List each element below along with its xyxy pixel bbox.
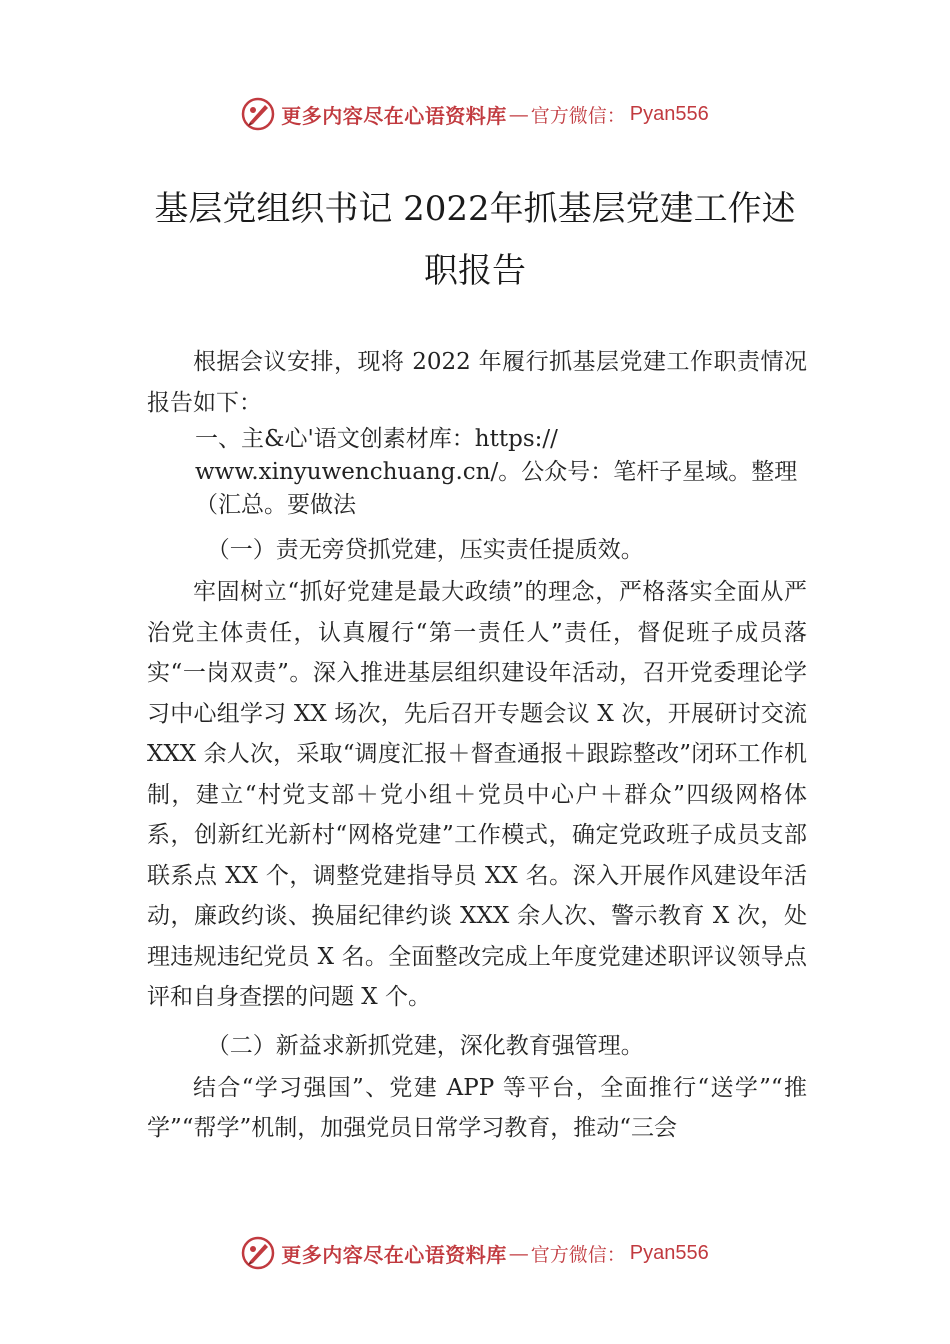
snippet-line-2: www.xinyuwenchuang.cn/。公众号：笔杆子星域。整理 <box>195 459 798 485</box>
document-title-line-2: 职报告 <box>424 251 526 291</box>
intro-paragraph: 根据会议安排，现将 2022 年履行抓基层党建工作职责情况报告如下： <box>147 349 807 416</box>
snippet-line-3: （汇总。要做法 <box>195 492 356 518</box>
banner-label: 官方微信： <box>530 1243 626 1266</box>
section-heading-2: （二）新益求新抓党建，深化教育强管理。 <box>206 1032 644 1059</box>
banner-separator: — <box>508 102 529 126</box>
banner-separator: — <box>508 1241 529 1265</box>
banner-main-text: 更多内容尽在心语资料库 <box>281 1242 507 1267</box>
body-paragraph-1: 牢固树立“抓好党建是最大政绩”的理念，严格落实全面从严治党主体责任，认真履行“第一责任人”责任，督促班子成员落实“一岗双责”。深入推进基层组织建设年活动，召开党委理论学习中心组学习 XX 场次，先后召开专题会议 X 次，开展研讨交流 XXX 余人次，采取“调度汇报＋督查通报＋跟踪整改”闭环工作机制，建立“村党支部＋党小组＋党员中心户＋群众”四级网格体系，创新红光新村“网格党建”工作模式，确定党政班子成员支部联系点 XX 个，调整党建指导员 XX 名。深入开展作风建设年活动，廉政约谈、换届纪律约谈 XXX 余人次、警示教育 X 次，处理违规违纪党员 X 名。全面整改完成上年度党建述职评议领导点评和自身查摆的问题 X 个。 <box>147 579 807 1010</box>
document-body <box>147 342 807 1149</box>
banner-label: 官方微信： <box>530 104 626 127</box>
banner-wechat-id: Pyan556 <box>629 1241 709 1264</box>
footer-watermark-banner <box>0 1233 950 1273</box>
body-paragraph-2: 结合“学习强国”、党建 APP 等平台，全面推行“送学”“推学”“帮学”机制，加强党员日常学习教育，推动“三会 <box>147 1074 807 1141</box>
pen-logo-icon <box>241 1236 275 1270</box>
snippet-line-1: 一、主&心'语文创素材库：https:// <box>195 426 558 452</box>
section-heading-1: （一）责无旁贷抓党建，压实责任提质效。 <box>206 537 644 563</box>
banner-wechat-id: Pyan556 <box>629 102 709 125</box>
banner-main-text: 更多内容尽在心语资料库 <box>281 103 507 128</box>
pen-logo-icon <box>241 97 275 131</box>
header-watermark-banner <box>0 94 950 134</box>
document-title-line-1: 基层党组织书记 2022年抓基层党建工作述 <box>154 189 796 229</box>
